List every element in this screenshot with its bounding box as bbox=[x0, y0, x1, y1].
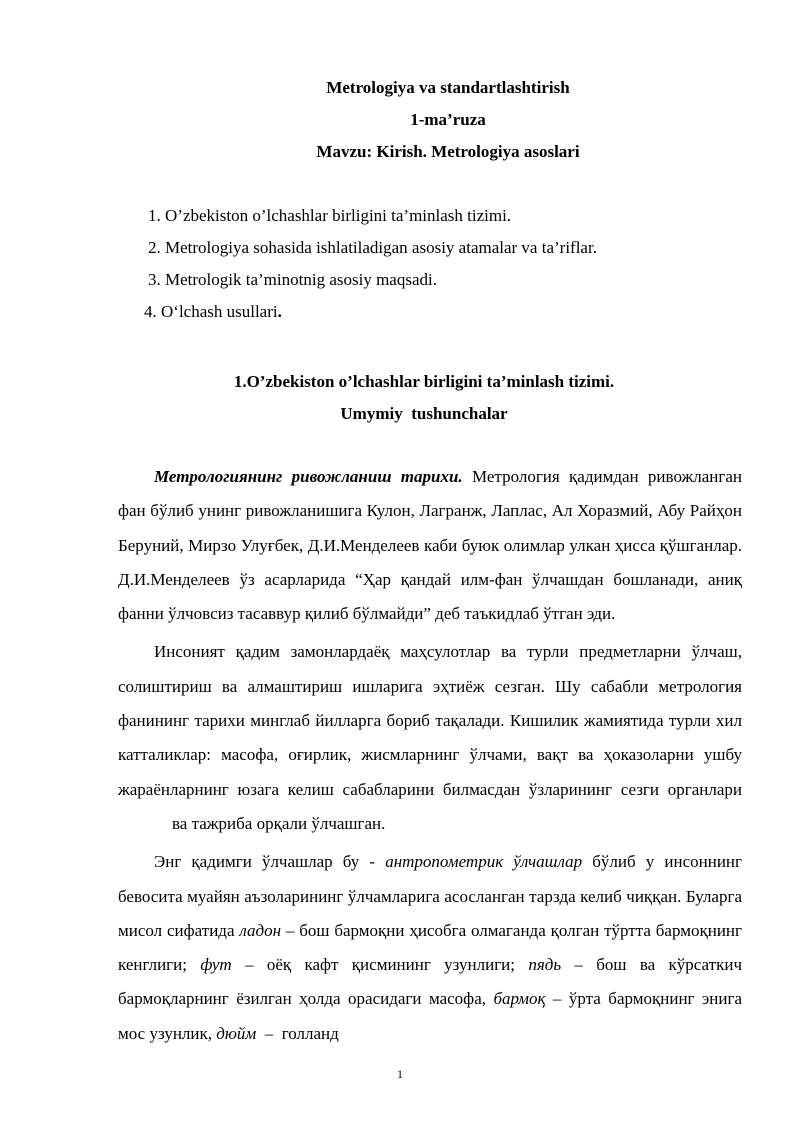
paragraph-history bbox=[118, 460, 742, 631]
p3-text-f: – ўрта бармоқнинг энига мос узунлик, bbox=[118, 989, 742, 1043]
paragraph-ancient-needs bbox=[118, 635, 742, 841]
p3-text-b: бўлиб у инсоннинг бевосита муайян аъзоларининг ўлчамларига асосланган тарзда келиб чиққан. Буларга мисол сифатида bbox=[118, 852, 742, 940]
paragraph-anthropometric bbox=[118, 845, 742, 1051]
lecture-number: 1-ma’ruza bbox=[410, 110, 486, 129]
body-text bbox=[118, 460, 742, 1051]
toc-item-3: 3. Metrologik ta’minotnig asosiy maqsadi. bbox=[148, 270, 437, 289]
paragraph-history-text: Метрология қадимдан ривожланган фан бўлиб унинг ривожланишига Кулон, Лагранж, Лаплас, Ал Хоразмий, Абу Райҳон Беруний, Мирзо Улуғбек, Д.И.Менделеев каби буюк олимлар улкан ҳисса қўшганлар. Д.И.Менделеев ўз асарларида “Ҳар қандай илм-фан ўлчашдан бошланади, аниқ фанни ўлчовсиз тасаввур қилиб бўлмайди” деб таъкидлаб ўтган эди. bbox=[118, 467, 743, 624]
toc-item-4 bbox=[144, 296, 597, 328]
section-subtitle: Umymiy tushunchalar bbox=[340, 404, 508, 423]
paragraph-history-heading: Метрологиянинг ривожланиш тарихи. bbox=[154, 467, 463, 486]
p3-text-e: – бош ва кўрсаткич бармоқларнинг ёзилган ҳолда орасидаги масофа, bbox=[118, 955, 742, 1009]
lecture-header bbox=[0, 72, 800, 168]
toc-item-2: 2. Metrologiya sohasida ishlatiladigan asosiy atamalar va ta’riflar. bbox=[148, 238, 597, 257]
p3-term-ladon: ладон bbox=[239, 920, 282, 940]
section-heading bbox=[0, 366, 800, 430]
p3-term-anthropometric: антропометрик ўлчашлар bbox=[385, 852, 583, 872]
toc-item-4-text: 4. O‘lchash usullari bbox=[144, 302, 278, 321]
table-of-contents bbox=[144, 200, 597, 328]
p3-text-g: – голланд bbox=[256, 1023, 339, 1043]
paragraph-ancient-needs-text-b: ва тажриба орқали ўлчашган. bbox=[172, 813, 386, 833]
p3-term-dyuym: дюйм bbox=[216, 1023, 257, 1043]
p3-term-pyad: пядь bbox=[528, 955, 562, 975]
toc-item-4-period: . bbox=[277, 302, 282, 321]
lecture-topic: Mavzu: Kirish. Metrologiya asoslari bbox=[316, 142, 580, 161]
p3-term-barmoq: бармоқ bbox=[493, 989, 546, 1009]
p3-text-c: – бош бармоқни ҳисобга олмаганда қолган тўртта бармоқнинг кенглиги; bbox=[118, 920, 742, 975]
p3-text-d: – оёқ кафт қисмининг узунлиги; bbox=[231, 955, 529, 975]
section-title: 1.O’zbekiston o’lchashlar birligini ta’minlash tizimi. bbox=[233, 372, 615, 391]
paragraph-ancient-needs-text-a: Инсоният қадим замонлардаёқ маҳсулотлар ва турли предметларни ўлчаш, солиштириш ва алмаштириш ишларига эҳтиёж сезган. Шу сабабли метрология фанининг тарихи минглаб йилларга бориб тақалади. Кишилик жамиятида турли хил катталиклар: масофа, оғирлик, жисмларнинг ўлчами, вақт ва ҳоказоларни ушбу жараёнларнинг юзага келиш сабабларини билмасдан ўзларининг сезги органлари bbox=[118, 642, 742, 799]
p3-text-a: Энг қадимги ўлчашлар бу - bbox=[154, 852, 386, 872]
p3-term-fut: фут bbox=[200, 955, 232, 975]
page-number: 1 bbox=[397, 1067, 403, 1081]
toc-item-1: 1. O’zbekiston o’lchashlar birligini ta’minlash tizimi. bbox=[148, 206, 512, 225]
course-title: Metrologiya va standartlashtirish bbox=[326, 78, 570, 97]
